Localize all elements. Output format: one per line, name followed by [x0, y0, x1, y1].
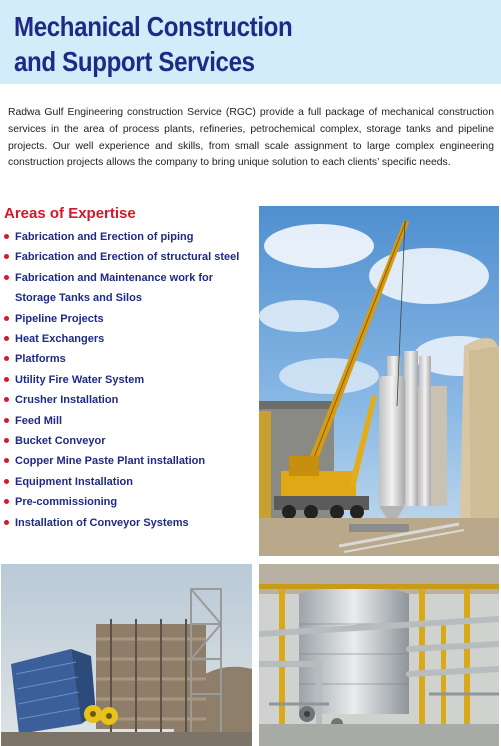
piping-photo	[259, 564, 499, 746]
bullet-icon	[4, 234, 9, 239]
bullet-icon	[4, 254, 9, 259]
list-item: Installation of Conveyor Systems	[4, 513, 256, 533]
list-item: Utility Fire Water System	[4, 370, 256, 390]
list-item: Copper Mine Paste Plant installation	[4, 451, 256, 471]
crane-photo	[259, 206, 499, 556]
bullet-icon	[4, 275, 9, 280]
list-item: Bucket Conveyor	[4, 431, 256, 451]
list-item: Pipeline Projects	[4, 309, 256, 329]
list-item: Fabrication and Erection of structural steel	[4, 247, 256, 267]
list-item: Feed Mill	[4, 411, 256, 431]
title-line-2: and Support Services	[14, 46, 255, 77]
bullet-icon	[4, 520, 9, 525]
list-item: Pre-commissioning	[4, 492, 256, 512]
header-banner	[0, 0, 501, 84]
bullet-icon	[4, 499, 9, 504]
list-item: Crusher Installation	[4, 390, 256, 410]
title-line-1: Mechanical Construction	[14, 11, 293, 42]
bullet-icon	[4, 438, 9, 443]
bullet-icon	[4, 458, 9, 463]
intro-paragraph: Radwa Gulf Engineering construction Service (RGC) provide a full package of mechanical construction services in the area of process plants, refineries, petrochemical complex, storage tanks and pipeline projects. Our well experience and skills, from small scale assignment to large complex engineering construction projects allows the company to bring unique solution to each clients’ specific needs.	[8, 107, 494, 169]
bullet-icon	[4, 418, 9, 423]
tank-construction-photo	[1, 564, 252, 746]
list-item-continuation: Storage Tanks and Silos	[15, 292, 142, 305]
bullet-icon	[4, 316, 9, 321]
bullet-icon	[4, 356, 9, 361]
list-item: Equipment Installation	[4, 472, 256, 492]
bullet-icon	[4, 336, 9, 341]
bullet-icon	[4, 377, 9, 382]
bullet-icon	[4, 479, 9, 484]
list-item: Fabrication and Maintenance work for	[4, 268, 256, 288]
bullet-icon	[4, 397, 9, 402]
areas-title: Areas of Expertise	[4, 205, 136, 222]
list-item: Heat Exchangers	[4, 329, 256, 349]
page-title	[14, 9, 292, 79]
expertise-list	[4, 227, 256, 533]
list-item: Fabrication and Erection of piping	[4, 227, 256, 247]
list-item: Platforms	[4, 349, 256, 369]
